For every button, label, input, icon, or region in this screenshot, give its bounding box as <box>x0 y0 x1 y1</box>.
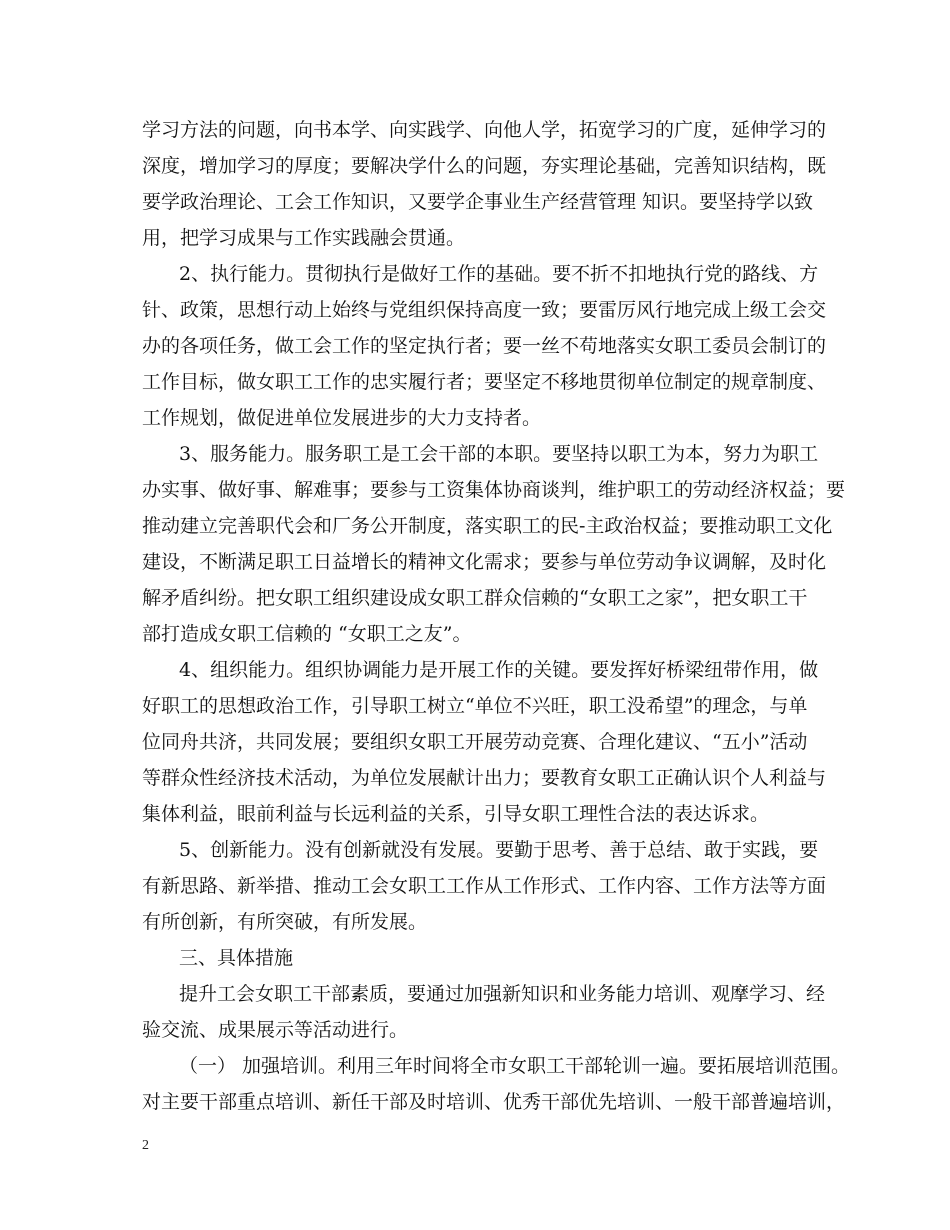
text-line: 工作目标，做女职工工作的忠实履行者；要坚定不移地贯彻单位制定的规章制度、 <box>142 371 827 393</box>
page-number: 2 <box>142 1138 149 1153</box>
text-line: 推动建立完善职代会和厂务公开制度，落实职工的民-主政治权益；要推动职工文化 <box>142 515 833 537</box>
paragraph-first-line: 5、创新能力。没有创新就没有发展。要勤于思考、善于总结、敢于实践，要 <box>179 839 819 861</box>
text-line: 位同舟共济，共同发展；要组织女职工开展劳动竞赛、合理化建议、“五小”活动 <box>142 731 808 753</box>
paragraph-first-line: 提升工会女职工干部素质，要通过加强新知识和业务能力培训、观摩学习、经 <box>179 983 826 1005</box>
text-line: 有新思路、新举措、推动工会女职工工作从工作形式、工作内容、工作方法等方面 <box>142 875 827 897</box>
text-line: 办的各项任务，做工会工作的坚定执行者；要一丝不苟地落实女职工委员会制订的 <box>142 335 827 357</box>
text-line: 建设，不断满足职工日益增长的精神文化需求；要参与单位劳动争议调解，及时化 <box>142 551 827 573</box>
paragraph-first-line: 4、组织能力。组织协调能力是开展工作的关键。要发挥好桥梁纽带作用，做 <box>179 659 819 681</box>
paragraph-first-line: （一） 加强培训。利用三年时间将全市女职工干部轮训一遍。要拓展培训范围。 <box>179 1055 851 1077</box>
text-line: 有所创新，有所突破，有所发展。 <box>142 911 428 933</box>
text-line: 解矛盾纠纷。把女职工组织建设成女职工群众信赖的“女职工之家”，把女职工干 <box>142 587 808 609</box>
text-line: 工作规划，做促进单位发展进步的大力支持者。 <box>142 407 542 429</box>
text-line: 好职工的思想政治工作，引导职工树立“单位不兴旺，职工没希望”的理念，与单 <box>142 695 808 717</box>
paragraph-first-line: 3、服务能力。服务职工是工会干部的本职。要坚持以职工为本，努力为职工 <box>179 443 819 465</box>
text-line: 要学政治理论、工会工作知识，又要学企事业生产经营管理 知识。要坚持学以致 <box>142 191 814 213</box>
text-line: 等群众性经济技术活动，为单位发展献计出力；要教育女职工正确认识个人利益与 <box>142 767 827 789</box>
paragraph-first-line: 2、执行能力。贯彻执行是做好工作的基础。要不折不扣地执行党的路线、方 <box>179 263 819 285</box>
text-line: 验交流、成果展示等活动进行。 <box>142 1019 409 1041</box>
text-line: 办实事、做好事、解难事；要参与工资集体协商谈判，维护职工的劳动经济权益；要 <box>142 479 846 501</box>
text-line: 对主要干部重点培训、新任干部及时培训、优秀干部优先培训、一般干部普遍培训， <box>142 1091 846 1113</box>
text-line: 集体利益，眼前利益与长远利益的关系，引导女职工理性合法的表达诉求。 <box>142 803 770 825</box>
section-heading: 三、具体措施 <box>179 947 294 969</box>
text-line: 深度，增加学习的厚度；要解决学什么的问题，夯实理论基础，完善知识结构，既 <box>142 155 827 177</box>
text-line: 用，把学习成果与工作实践融会贯通。 <box>142 227 466 249</box>
text-line: 针、政策，思想行动上始终与党组织保持高度一致；要雷厉风行地完成上级工会交 <box>142 299 827 321</box>
text-line: 部打造成女职工信赖的 “女职工之友”。 <box>142 623 472 645</box>
text-line: 学习方法的问题，向书本学、向实践学、向他人学，拓宽学习的广度，延伸学习的 <box>142 119 827 141</box>
